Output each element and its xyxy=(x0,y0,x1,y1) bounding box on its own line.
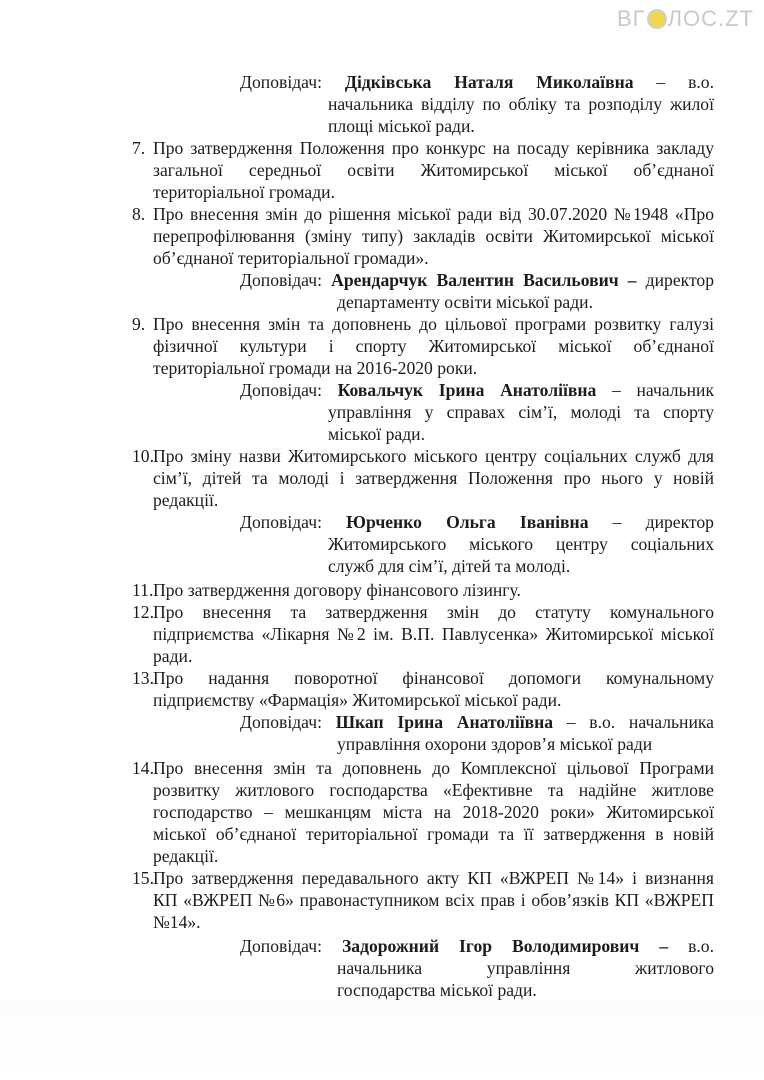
agenda-item-line: підприємства «Лікарня №2 ім. В.П. Павлусенка» Житомирської міської xyxy=(153,624,714,644)
agenda-item-line: територіальної громади на 2016-2020 роки. xyxy=(153,358,478,378)
agenda-item-line: КП «ВЖРЕП №6» правонаступником всіх прав і обов’язків КП «ВЖРЕП xyxy=(153,890,714,910)
speaker-role-line: начальника відділу по обліку та розподілу жилої xyxy=(328,94,714,114)
agenda-item-line: редакції. xyxy=(153,846,219,866)
watermark-text-left: ВГ xyxy=(616,6,646,31)
agenda-item-line: Про внесення та затвердження змін до статуту комунального xyxy=(153,602,714,622)
speaker-role-line: служб для сім’ї, дітей та молоді. xyxy=(328,556,571,576)
speaker-role-line: Житомирського міського центру соціальних xyxy=(328,534,714,554)
agenda-item-line: господарство – мешканцям міста на 2018-2020 роки» Житомирської xyxy=(153,802,714,822)
speaker-line xyxy=(240,269,714,291)
speaker-line xyxy=(240,935,714,957)
speaker-role-line: господарства міської ради. xyxy=(337,980,537,1000)
speaker-line xyxy=(240,711,714,733)
speaker-line xyxy=(240,379,714,401)
speaker-role: в.о. xyxy=(688,72,714,92)
item-number: 7. xyxy=(132,138,146,158)
speaker-name: Ковальчук Ірина Анатоліївна xyxy=(337,380,597,400)
speaker-role: – директор xyxy=(612,512,714,532)
item-number: 10. xyxy=(132,446,154,466)
agenda-item-line: підприємству «Фармація» Житомирської міської ради. xyxy=(153,690,562,710)
item-number: 15. xyxy=(132,868,154,888)
speaker-line xyxy=(240,511,714,533)
item-number: 14. xyxy=(132,758,154,778)
watermark-text-right: ЛОС.ZT xyxy=(667,6,754,31)
agenda-item-line: фізичної культури і спорту Житомирської міської об’єднаної xyxy=(153,336,714,356)
speaker-role-line: начальника управління житлового xyxy=(337,958,714,978)
speaker-role: директор xyxy=(645,270,714,290)
item-number: 8. xyxy=(132,204,146,224)
item-number: 11. xyxy=(132,580,154,600)
agenda-item-line: загальної середньої освіти Житомирської міської об’єднаної xyxy=(153,160,714,180)
agenda-item-line: Про надання поворотної фінансової допомоги комунальному xyxy=(153,668,714,688)
agenda-item-line: Про затвердження передавального акту КП «ВЖРЕП №14» і визнання xyxy=(153,868,714,888)
agenda-item-line: Про внесення змін та доповнень до Комплексної цільової Програми xyxy=(153,758,714,778)
item-number: 13. xyxy=(132,668,154,688)
speaker-role: в.о. xyxy=(688,936,714,956)
agenda-item-line: Про внесення змін до рішення міської ради від 30.07.2020 №1948 «Про xyxy=(153,204,714,224)
page-bottom-margin xyxy=(0,1000,764,1080)
speaker-role-line: департаменту освіти міської ради. xyxy=(337,292,593,312)
speaker-role: – в.о. начальника xyxy=(566,712,714,732)
speaker-name: Дідківська Наталя Миколаївна xyxy=(344,72,634,92)
agenda-item-line: №14». xyxy=(153,912,201,932)
agenda-item-line: редакції. xyxy=(153,490,219,510)
agenda-item-line: розвитку житлового господарства «Ефективне та надійне житлове xyxy=(153,780,714,800)
item-number: 9. xyxy=(132,314,146,334)
speaker-label: Доповідач: xyxy=(240,270,322,290)
speaker-role-line: міської ради. xyxy=(328,424,425,444)
agenda-item-line: територіальної громади. xyxy=(153,182,335,202)
speaker-name: Юрченко Ольга Іванівна xyxy=(346,512,589,532)
agenda-item-line: ради. xyxy=(153,646,193,666)
agenda-item-line: міської об’єднаної територіальної громади та її затвердження в новій xyxy=(153,824,714,844)
agenda-item-line: об’єднаної територіальної громади». xyxy=(153,248,429,268)
speaker-name: Задорожний Ігор Володимирович – xyxy=(341,936,669,956)
speaker-line xyxy=(240,71,714,93)
agenda-item-line: Про зміну назви Житомирського міського центру соціальних служб для xyxy=(153,446,714,466)
site-watermark-logo xyxy=(617,6,754,32)
dash: – xyxy=(656,72,666,92)
agenda-item-line: Про затвердження Положення про конкурс на посаду керівника закладу xyxy=(153,138,714,158)
agenda-item-line: Про внесення змін та доповнень до цільової програми розвитку галузі xyxy=(153,314,714,334)
speaker-role-line: управління охорони здоров’я міської ради xyxy=(337,734,653,754)
signal-logo-icon xyxy=(647,9,667,29)
agenda-item-line: Про затвердження договору фінансового лізингу. xyxy=(153,580,521,600)
speaker-name: Арендарчук Валентин Васильович – xyxy=(331,270,637,290)
speaker-name: Шкап Ірина Анатоліївна xyxy=(335,712,554,732)
speaker-role: – начальник xyxy=(612,380,714,400)
speaker-label: Доповідач: xyxy=(240,712,322,732)
speaker-label: Доповідач: xyxy=(240,512,322,532)
speaker-label: Доповідач: xyxy=(240,380,322,400)
agenda-item-line: перепрофілювання (зміну типу) закладів освіти Житомирської міської xyxy=(153,226,714,246)
speaker-role-line: площі міської ради. xyxy=(328,116,475,136)
speaker-label: Доповідач: xyxy=(240,72,322,92)
item-number: 12. xyxy=(132,602,154,622)
speaker-label: Доповідач: xyxy=(240,936,322,956)
speaker-role-line: управління у справах сім’ї, молоді та спорту xyxy=(328,402,714,422)
agenda-item-line: сім’ї, дітей та молоді і затвердження Положення про нього у новій xyxy=(153,468,714,488)
